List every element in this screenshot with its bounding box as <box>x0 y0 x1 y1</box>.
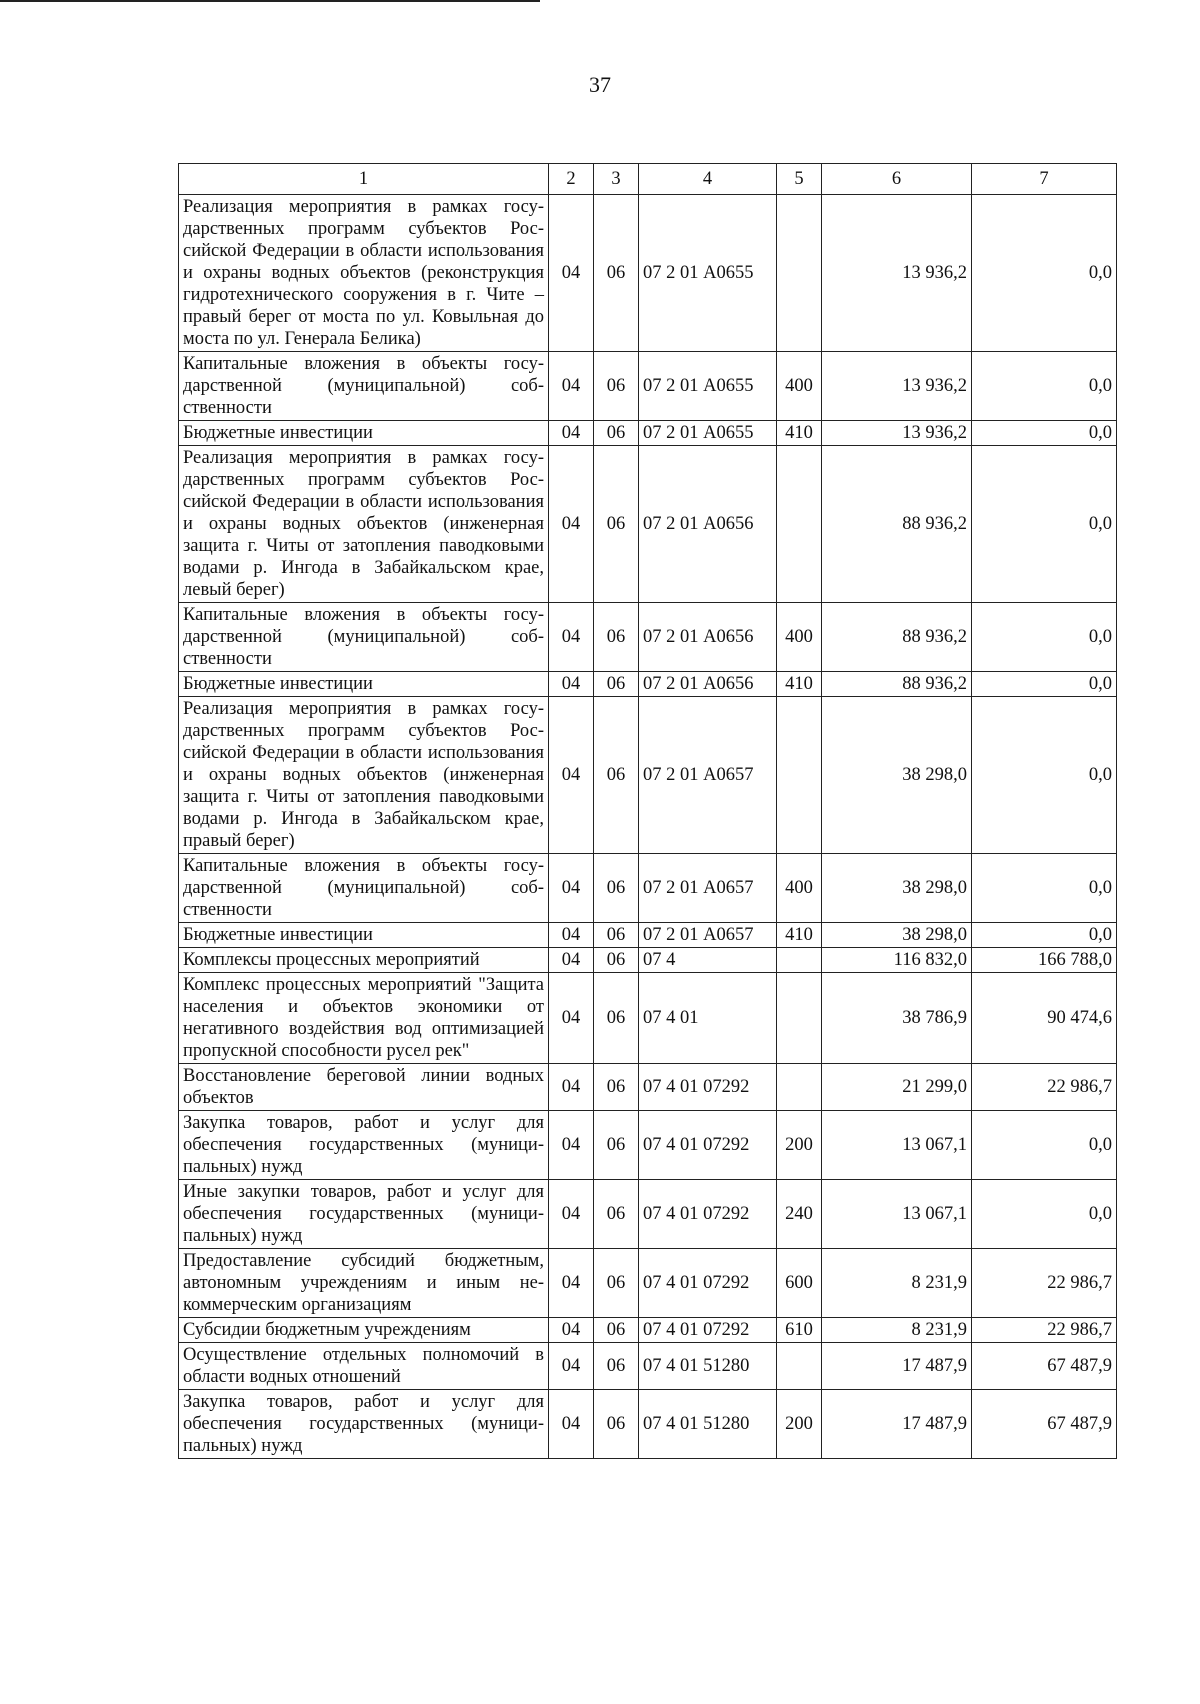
subsection-code-cell: 06 <box>594 1064 639 1111</box>
row-name-cell: Закупка товаров, работ и услуг для обеспечения государственных (муниципальных) нужд <box>179 1390 549 1459</box>
amount-col6-cell: 13 067,1 <box>822 1111 972 1180</box>
amount-col6-cell: 88 936,2 <box>822 672 972 697</box>
target-article-cell: 07 2 01 А0655 <box>639 195 777 352</box>
subsection-code-cell: 06 <box>594 603 639 672</box>
amount-col7-cell: 0,0 <box>972 854 1117 923</box>
target-article-cell: 07 2 01 А0657 <box>639 697 777 854</box>
expense-type-cell <box>777 973 822 1064</box>
amount-col6-cell: 13 067,1 <box>822 1180 972 1249</box>
amount-col6-cell: 17 487,9 <box>822 1343 972 1390</box>
section-code-cell: 04 <box>549 672 594 697</box>
amount-col6-cell: 13 936,2 <box>822 195 972 352</box>
column-header: 6 <box>822 164 972 195</box>
expense-type-cell <box>777 697 822 854</box>
table-row <box>179 603 1117 672</box>
subsection-code-cell: 06 <box>594 1318 639 1343</box>
row-name-cell: Реализация мероприятия в рамках государственных программ субъектов Российской Федерации в области использования и охраны водных объектов (реконструкция гидротехнического сооружения в г. Чите – правый берег от моста по ул. Ковыльная до моста по ул. Генерала Белика) <box>179 195 549 352</box>
subsection-code-cell: 06 <box>594 1343 639 1390</box>
column-header: 5 <box>777 164 822 195</box>
subsection-code-cell: 06 <box>594 195 639 352</box>
subsection-code-cell: 06 <box>594 1390 639 1459</box>
top-rule <box>0 0 540 2</box>
table-row <box>179 854 1117 923</box>
table-row <box>179 1249 1117 1318</box>
expense-type-cell <box>777 1064 822 1111</box>
row-name-cell: Предоставление субсидий бюджетным, автономным учреждениям и иным некоммерческим организациям <box>179 1249 549 1318</box>
target-article-cell: 07 4 01 07292 <box>639 1318 777 1343</box>
table-row <box>179 923 1117 948</box>
amount-col7-cell: 0,0 <box>972 352 1117 421</box>
amount-col6-cell: 13 936,2 <box>822 352 972 421</box>
table-row <box>179 1064 1117 1111</box>
expense-type-cell: 400 <box>777 854 822 923</box>
table-row <box>179 948 1117 973</box>
row-name-cell: Восстановление береговой линии водных объектов <box>179 1064 549 1111</box>
header-row <box>179 164 1117 195</box>
section-code-cell: 04 <box>549 854 594 923</box>
row-name-cell: Субсидии бюджетным учреждениям <box>179 1318 549 1343</box>
amount-col6-cell: 88 936,2 <box>822 603 972 672</box>
table-body <box>179 195 1117 1459</box>
expense-type-cell: 410 <box>777 672 822 697</box>
subsection-code-cell: 06 <box>594 1180 639 1249</box>
section-code-cell: 04 <box>549 195 594 352</box>
amount-col6-cell: 116 832,0 <box>822 948 972 973</box>
row-name-cell: Комплекс процессных мероприятий "Защита населения и объектов экономики от негативного воздействия вод оптимизацией пропускной способности русел рек" <box>179 973 549 1064</box>
row-name-cell: Бюджетные инвестиции <box>179 923 549 948</box>
amount-col7-cell: 22 986,7 <box>972 1318 1117 1343</box>
subsection-code-cell: 06 <box>594 352 639 421</box>
row-name-cell: Капитальные вложения в объекты государственной (муниципальной) собственности <box>179 603 549 672</box>
row-name-cell: Капитальные вложения в объекты государственной (муниципальной) собственности <box>179 854 549 923</box>
table-row <box>179 421 1117 446</box>
target-article-cell: 07 2 01 А0655 <box>639 352 777 421</box>
amount-col7-cell: 0,0 <box>972 446 1117 603</box>
table-row <box>179 973 1117 1064</box>
row-name-cell: Реализация мероприятия в рамках государственных программ субъектов Российской Федерации в области использования и охраны водных объектов (инженерная защита г. Читы от затопления паводковыми водами р. Ингода в Забайкальском крае, левый берег) <box>179 446 549 603</box>
section-code-cell: 04 <box>549 1111 594 1180</box>
expense-type-cell: 400 <box>777 603 822 672</box>
amount-col6-cell: 8 231,9 <box>822 1318 972 1343</box>
table-row <box>179 672 1117 697</box>
target-article-cell: 07 4 01 07292 <box>639 1064 777 1111</box>
row-name-cell: Капитальные вложения в объекты государственной (муниципальной) собственности <box>179 352 549 421</box>
section-code-cell: 04 <box>549 948 594 973</box>
amount-col7-cell: 0,0 <box>972 603 1117 672</box>
row-name-cell: Реализация мероприятия в рамках государственных программ субъектов Российской Федерации в области использования и охраны водных объектов (инженерная защита г. Читы от затопления паводковыми водами р. Ингода в Забайкальском крае, правый берег) <box>179 697 549 854</box>
amount-col7-cell: 22 986,7 <box>972 1249 1117 1318</box>
table-row <box>179 1111 1117 1180</box>
section-code-cell: 04 <box>549 973 594 1064</box>
target-article-cell: 07 4 01 07292 <box>639 1111 777 1180</box>
target-article-cell: 07 2 01 А0656 <box>639 603 777 672</box>
target-article-cell: 07 2 01 А0657 <box>639 923 777 948</box>
amount-col7-cell: 0,0 <box>972 1111 1117 1180</box>
target-article-cell: 07 4 01 07292 <box>639 1249 777 1318</box>
expense-type-cell: 400 <box>777 352 822 421</box>
expense-type-cell: 610 <box>777 1318 822 1343</box>
amount-col7-cell: 90 474,6 <box>972 973 1117 1064</box>
section-code-cell: 04 <box>549 352 594 421</box>
target-article-cell: 07 4 01 07292 <box>639 1180 777 1249</box>
subsection-code-cell: 06 <box>594 854 639 923</box>
subsection-code-cell: 06 <box>594 446 639 603</box>
amount-col6-cell: 88 936,2 <box>822 446 972 603</box>
column-header: 3 <box>594 164 639 195</box>
target-article-cell: 07 4 01 51280 <box>639 1343 777 1390</box>
row-name-cell: Осуществление отдельных полномочий в области водных отношений <box>179 1343 549 1390</box>
table-row <box>179 195 1117 352</box>
table-row <box>179 1343 1117 1390</box>
expense-type-cell <box>777 948 822 973</box>
table-row <box>179 1318 1117 1343</box>
target-article-cell: 07 2 01 А0656 <box>639 446 777 603</box>
table-row <box>179 1390 1117 1459</box>
table-row <box>179 1180 1117 1249</box>
amount-col7-cell: 22 986,7 <box>972 1064 1117 1111</box>
row-name-cell: Комплексы процессных мероприятий <box>179 948 549 973</box>
amount-col6-cell: 38 786,9 <box>822 973 972 1064</box>
amount-col6-cell: 21 299,0 <box>822 1064 972 1111</box>
section-code-cell: 04 <box>549 923 594 948</box>
subsection-code-cell: 06 <box>594 1111 639 1180</box>
column-header: 2 <box>549 164 594 195</box>
column-header: 4 <box>639 164 777 195</box>
target-article-cell: 07 4 01 51280 <box>639 1390 777 1459</box>
target-article-cell: 07 2 01 А0655 <box>639 421 777 446</box>
amount-col7-cell: 67 487,9 <box>972 1390 1117 1459</box>
amount-col6-cell: 38 298,0 <box>822 923 972 948</box>
subsection-code-cell: 06 <box>594 948 639 973</box>
amount-col6-cell: 13 936,2 <box>822 421 972 446</box>
amount-col6-cell: 17 487,9 <box>822 1390 972 1459</box>
expense-type-cell <box>777 446 822 603</box>
amount-col7-cell: 166 788,0 <box>972 948 1117 973</box>
section-code-cell: 04 <box>549 1249 594 1318</box>
column-header: 1 <box>179 164 549 195</box>
amount-col7-cell: 0,0 <box>972 672 1117 697</box>
expense-type-cell: 240 <box>777 1180 822 1249</box>
amount-col7-cell: 0,0 <box>972 195 1117 352</box>
amount-col6-cell: 38 298,0 <box>822 854 972 923</box>
target-article-cell: 07 4 <box>639 948 777 973</box>
expense-type-cell: 200 <box>777 1111 822 1180</box>
table-row <box>179 446 1117 603</box>
section-code-cell: 04 <box>549 1064 594 1111</box>
row-name-cell: Иные закупки товаров, работ и услуг для обеспечения государственных (муниципальных) нужд <box>179 1180 549 1249</box>
expense-type-cell: 410 <box>777 421 822 446</box>
expense-type-cell: 410 <box>777 923 822 948</box>
subsection-code-cell: 06 <box>594 973 639 1064</box>
expense-type-cell <box>777 195 822 352</box>
subsection-code-cell: 06 <box>594 421 639 446</box>
amount-col7-cell: 0,0 <box>972 421 1117 446</box>
section-code-cell: 04 <box>549 446 594 603</box>
section-code-cell: 04 <box>549 421 594 446</box>
section-code-cell: 04 <box>549 697 594 854</box>
column-header: 7 <box>972 164 1117 195</box>
amount-col7-cell: 67 487,9 <box>972 1343 1117 1390</box>
row-name-cell: Бюджетные инвестиции <box>179 421 549 446</box>
amount-col7-cell: 0,0 <box>972 1180 1117 1249</box>
expense-type-cell <box>777 1343 822 1390</box>
section-code-cell: 04 <box>549 1180 594 1249</box>
page-number: 37 <box>589 72 611 97</box>
amount-col6-cell: 8 231,9 <box>822 1249 972 1318</box>
amount-col6-cell: 38 298,0 <box>822 697 972 854</box>
expense-type-cell: 200 <box>777 1390 822 1459</box>
subsection-code-cell: 06 <box>594 1249 639 1318</box>
table-row <box>179 352 1117 421</box>
row-name-cell: Закупка товаров, работ и услуг для обеспечения государственных (муниципальных) нужд <box>179 1111 549 1180</box>
amount-col7-cell: 0,0 <box>972 697 1117 854</box>
expense-type-cell: 600 <box>777 1249 822 1318</box>
amount-col7-cell: 0,0 <box>972 923 1117 948</box>
target-article-cell: 07 2 01 А0656 <box>639 672 777 697</box>
target-article-cell: 07 2 01 А0657 <box>639 854 777 923</box>
subsection-code-cell: 06 <box>594 672 639 697</box>
subsection-code-cell: 06 <box>594 697 639 854</box>
target-article-cell: 07 4 01 <box>639 973 777 1064</box>
budget-table <box>178 163 1117 1459</box>
section-code-cell: 04 <box>549 603 594 672</box>
section-code-cell: 04 <box>549 1318 594 1343</box>
section-code-cell: 04 <box>549 1390 594 1459</box>
table-row <box>179 697 1117 854</box>
row-name-cell: Бюджетные инвестиции <box>179 672 549 697</box>
subsection-code-cell: 06 <box>594 923 639 948</box>
section-code-cell: 04 <box>549 1343 594 1390</box>
